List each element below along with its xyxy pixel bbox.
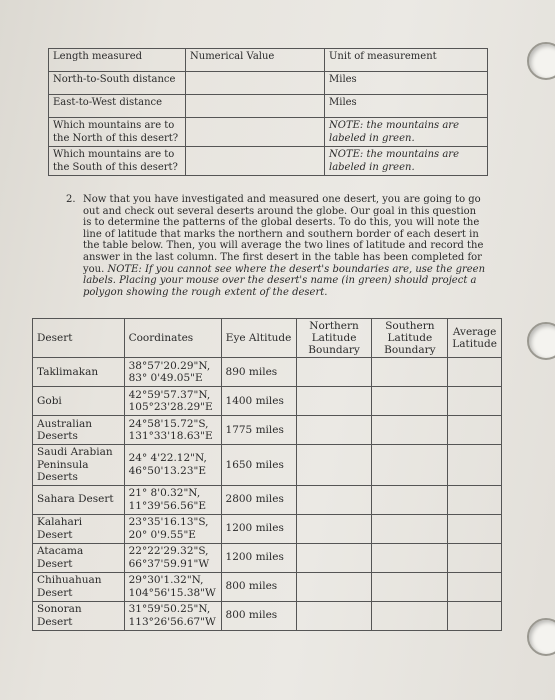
coordinate-latitude: 29°30'1.32"N, xyxy=(128,574,204,586)
average-latitude-cell[interactable] xyxy=(448,601,502,630)
coordinate-longitude: 131°33'18.63"E xyxy=(128,430,213,442)
question-2 xyxy=(66,194,486,298)
measurement-row xyxy=(49,147,488,176)
eye-altitude: 1775 miles xyxy=(221,416,296,445)
desert-name: Chihuahuan Desert xyxy=(33,572,125,601)
coordinate-latitude: 24° 4'22.12"N, xyxy=(128,452,207,465)
coordinate-latitude: 42°59'57.37"N, xyxy=(128,388,211,401)
northern-boundary-cell[interactable] xyxy=(296,445,372,486)
desert-row xyxy=(33,445,502,486)
unit-cell: NOTE: the mountains are labeled in green. xyxy=(325,147,488,176)
coordinate-latitude: 38°57'20.29"N, xyxy=(128,359,211,372)
header-eye-altitude: Eye Altitude xyxy=(221,319,296,358)
desert-coordinates xyxy=(124,387,221,416)
header-northern-boundary: Northern Latitude Boundary xyxy=(296,319,372,358)
desert-name: Taklimakan xyxy=(33,358,125,387)
desert-rows xyxy=(33,358,502,631)
header-average-latitude: Average Latitude xyxy=(448,319,502,358)
desert-row xyxy=(33,601,502,630)
northern-boundary-cell[interactable] xyxy=(296,485,372,514)
value-cell[interactable] xyxy=(186,72,325,95)
desert-row xyxy=(33,485,502,514)
header-length-measured: Length measured xyxy=(49,49,186,72)
average-latitude-cell[interactable] xyxy=(448,514,502,543)
question-text: Now that you have investigated and measured one desert, you are going to go out and check out several deserts around the globe. Our goal in this question is to determine the patterns of the global deserts. To do this, you will note the line of latitude that marks the northern and southern border of each desert in the table below. Then, you will average the two lines of latitude and record the answer in the last column. The first desert in the table has been completed for you. xyxy=(83,194,484,275)
row-label: Which mountains are to the North of this desert? xyxy=(49,118,186,147)
desert-row xyxy=(33,572,502,601)
unit-cell: Miles xyxy=(325,95,488,118)
southern-boundary-cell[interactable] xyxy=(372,358,448,387)
question-number: 2. xyxy=(66,194,76,205)
southern-boundary-cell[interactable] xyxy=(372,514,448,543)
eye-altitude: 1200 miles xyxy=(221,514,296,543)
desert-coordinates xyxy=(124,485,221,514)
desert-coordinates xyxy=(124,543,221,572)
value-cell[interactable] xyxy=(186,147,325,176)
coordinate-longitude: 11°39'56.56"E xyxy=(128,499,206,512)
desert-name: Sahara Desert xyxy=(33,485,125,514)
desert-table xyxy=(32,318,502,631)
desert-name: Atacama Desert xyxy=(33,543,125,572)
northern-boundary-cell[interactable] xyxy=(296,543,372,572)
coordinate-longitude: 66°37'59.91"W xyxy=(128,557,210,570)
desert-coordinates xyxy=(124,416,221,445)
header-unit: Unit of measurement xyxy=(325,49,488,72)
question-body xyxy=(83,194,486,298)
desert-row xyxy=(33,543,502,572)
desert-name: Kalahari Desert xyxy=(33,514,125,543)
desert-name: Gobi xyxy=(33,387,125,416)
header-desert: Desert xyxy=(33,319,125,358)
measurement-row xyxy=(49,118,488,147)
row-label: East-to-West distance xyxy=(49,95,186,118)
coordinate-latitude: 31°59'50.25"N, xyxy=(128,603,211,615)
eye-altitude: 1400 miles xyxy=(221,387,296,416)
coordinate-latitude: 22°22'29.32"S, xyxy=(128,545,209,557)
unit-cell: NOTE: the mountains are labeled in green. xyxy=(325,118,488,147)
row-label: North-to-South distance xyxy=(49,72,186,95)
southern-boundary-cell[interactable] xyxy=(372,387,448,416)
average-latitude-cell[interactable] xyxy=(448,543,502,572)
desert-coordinates xyxy=(124,445,221,486)
average-latitude-cell[interactable] xyxy=(448,358,502,387)
desert-row xyxy=(33,514,502,543)
coordinate-longitude: 105°23'28.29"E xyxy=(128,401,213,413)
value-cell[interactable] xyxy=(186,118,325,147)
desert-coordinates xyxy=(124,572,221,601)
coordinate-latitude: 23°35'16.13"S, xyxy=(128,516,209,528)
northern-boundary-cell[interactable] xyxy=(296,601,372,630)
coordinate-latitude: 21° 8'0.32"N, xyxy=(128,487,201,499)
header-coordinates: Coordinates xyxy=(124,319,221,358)
question-note: NOTE: If you cannot see where the desert's boundaries are, use the green labels. Placing your mouse over the desert's name (in green) should project a polygon showing the rough extent of the desert. xyxy=(83,263,486,298)
southern-boundary-cell[interactable] xyxy=(372,543,448,572)
binder-hole xyxy=(527,322,555,360)
northern-boundary-cell[interactable] xyxy=(296,572,372,601)
southern-boundary-cell[interactable] xyxy=(372,445,448,486)
measurement-table xyxy=(48,48,488,176)
eye-altitude: 800 miles xyxy=(221,572,296,601)
coordinate-longitude: 20° 0'9.55"E xyxy=(128,528,196,541)
southern-boundary-cell[interactable] xyxy=(372,416,448,445)
northern-boundary-cell[interactable] xyxy=(296,387,372,416)
eye-altitude: 2800 miles xyxy=(221,485,296,514)
binder-hole xyxy=(527,618,555,656)
coordinate-longitude: 46°50'13.23"E xyxy=(128,464,206,477)
header-southern-boundary: Southern Latitude Boundary xyxy=(372,319,448,358)
desert-coordinates xyxy=(124,514,221,543)
eye-altitude: 890 miles xyxy=(221,358,296,387)
southern-boundary-cell[interactable] xyxy=(372,572,448,601)
desert-row xyxy=(33,358,502,387)
southern-boundary-cell[interactable] xyxy=(372,601,448,630)
desert-coordinates xyxy=(124,601,221,630)
desert-name: Saudi Arabian Peninsula Deserts xyxy=(33,445,125,486)
northern-boundary-cell[interactable] xyxy=(296,416,372,445)
coordinate-longitude: 113°26'56.67"W xyxy=(128,615,216,628)
average-latitude-cell[interactable] xyxy=(448,445,502,486)
coordinate-longitude: 83° 0'49.05"E xyxy=(128,372,203,384)
desert-name: Sonoran Desert xyxy=(33,601,125,630)
desert-header-row xyxy=(33,319,502,358)
measurement-row xyxy=(49,72,488,95)
average-latitude-cell[interactable] xyxy=(448,572,502,601)
binder-hole xyxy=(527,42,555,80)
desert-coordinates xyxy=(124,358,221,387)
value-cell[interactable] xyxy=(186,95,325,118)
desert-row xyxy=(33,416,502,445)
southern-boundary-cell[interactable] xyxy=(372,485,448,514)
eye-altitude: 1650 miles xyxy=(221,445,296,486)
coordinate-latitude: 24°58'15.72"S, xyxy=(128,417,209,430)
desert-row xyxy=(33,387,502,416)
average-latitude-cell[interactable] xyxy=(448,485,502,514)
average-latitude-cell[interactable] xyxy=(448,416,502,445)
eye-altitude: 1200 miles xyxy=(221,543,296,572)
coordinate-longitude: 104°56'15.38"W xyxy=(128,586,216,599)
northern-boundary-cell[interactable] xyxy=(296,358,372,387)
unit-cell: Miles xyxy=(325,72,488,95)
measurement-header-row xyxy=(49,49,488,72)
header-numerical-value: Numerical Value xyxy=(186,49,325,72)
eye-altitude: 800 miles xyxy=(221,601,296,630)
desert-name: Australian Deserts xyxy=(33,416,125,445)
average-latitude-cell[interactable] xyxy=(448,387,502,416)
measurement-row xyxy=(49,95,488,118)
northern-boundary-cell[interactable] xyxy=(296,514,372,543)
row-label: Which mountains are to the South of this desert? xyxy=(49,147,186,176)
